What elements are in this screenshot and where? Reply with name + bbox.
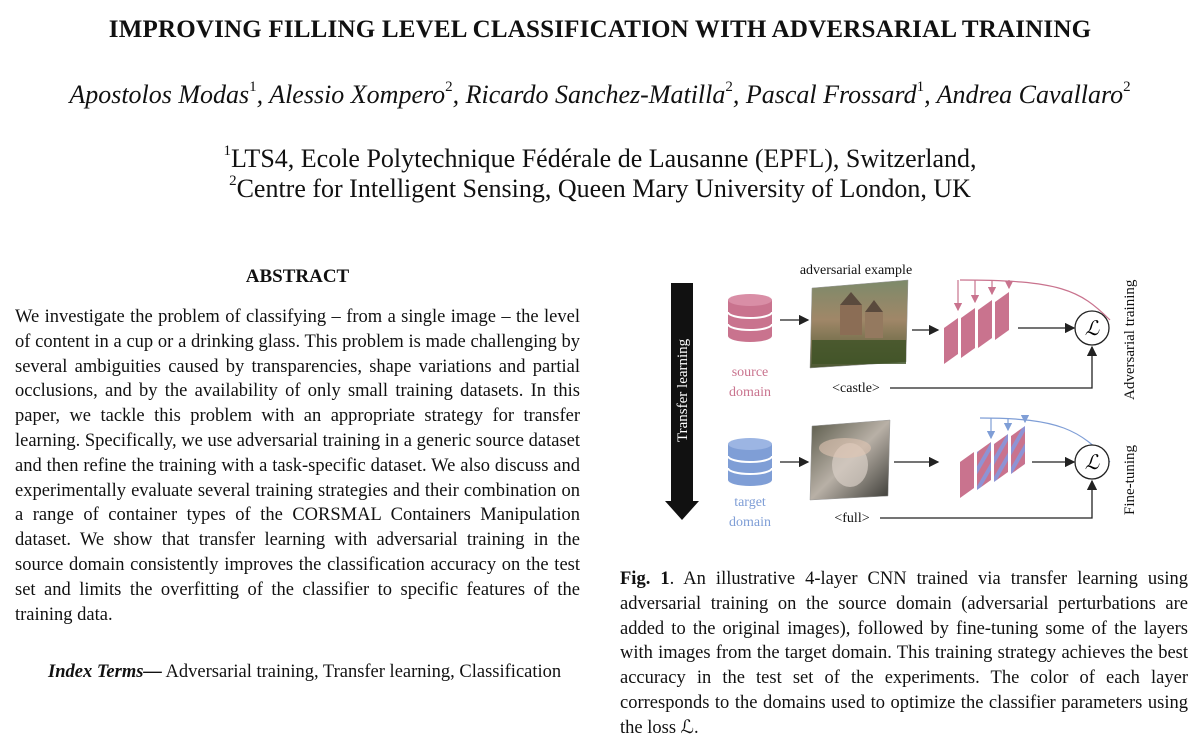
abstract-heading: ABSTRACT	[245, 266, 350, 287]
paper-title: IMPROVING FILLING LEVEL CLASSIFICATION WITH ADVERSARIAL TRAINING	[108, 16, 1092, 43]
caption-text: . An illustrative 4-layer CNN trained via transfer learning using adversarial training on the source domain (adversarial perturbations are added to the original images), followed by fine-tuning some of the layers with images from the target domain. This training strategy achieves the best accuracy in the test set of the experiments. The color of each layer corresponds to the domains used to optimize the classifier parameters using the loss ℒ.	[620, 569, 1188, 738]
affiliation-1	[0, 144, 1200, 174]
affiliation-number: 1	[223, 143, 231, 160]
transfer-arrow-head	[665, 501, 699, 520]
target-label-1: target	[734, 495, 766, 510]
index-terms-label: Index Terms—	[48, 662, 162, 682]
author-name: Pascal Frossard	[745, 80, 917, 109]
author-name: Ricardo Sanchez-Matilla	[465, 80, 726, 109]
transfer-learning-label: Transfer learning	[675, 338, 691, 442]
author-name: Andrea Cavallaro	[936, 80, 1124, 109]
index-terms-text: Adversarial training, Transfer learning, Classification	[165, 662, 562, 682]
glass-image	[810, 420, 890, 500]
index-terms	[15, 660, 580, 685]
adversarial-training-label: Adversarial training	[1122, 279, 1138, 400]
author-list	[0, 80, 1200, 110]
author-separator: ,	[452, 80, 466, 109]
figure-diagram	[640, 250, 1180, 540]
author-affiliation: 1	[249, 79, 257, 96]
author-separator: ,	[732, 80, 746, 109]
adversarial-example-label: adversarial example	[799, 263, 913, 278]
target-network-layers	[960, 426, 1025, 498]
author-affiliation: 2	[725, 79, 733, 96]
affiliation-text: LTS4, Ecole Polytechnique Fédérale de Lausanne (EPFL), Switzerland,	[230, 144, 977, 173]
castle-label: <castle>	[832, 381, 880, 396]
abstract-body: We investigate the problem of classifying – from a single image – the level of content in a cup or a drinking glass. This problem is made challenging by several ambiguities caused by transparencies, shape variations and partial occlusions, and by the availability of only small training datasets. In this paper, we tackle this problem with an appropriate strategy for transfer learning. Specifically, we use adversarial training in a generic source dataset and then refine the training with a task-specific dataset. We also discuss and experimentally evaluate several training strategies and their combination on a range of container types of the CORSMAL Containers Manipulation dataset. We show that transfer learning with adversarial training in the source domain consistently improves the classification accuracy on the test set and limits the overfitting of the classifier to specific features of the training data.	[15, 307, 580, 625]
author-affiliation: 2	[445, 79, 453, 96]
author-affiliation: 1	[916, 79, 925, 96]
author-affiliation: 2	[1123, 79, 1131, 96]
author-separator: ,	[256, 80, 270, 109]
author-name: Apostolos Modas	[69, 80, 250, 109]
source-label-2: domain	[729, 385, 771, 400]
source-label-1: source	[731, 365, 769, 380]
full-label: <full>	[834, 511, 870, 526]
loss-symbol: ℒ	[1084, 452, 1100, 474]
target-database-icon	[728, 438, 772, 486]
affiliation-2	[0, 174, 1200, 204]
figure-caption	[620, 567, 1188, 741]
affiliation-text: Centre for Intelligent Sensing, Queen Mary University of London, UK	[236, 174, 971, 203]
caption-label: Fig. 1	[620, 569, 670, 589]
figure-1	[640, 250, 1180, 540]
source-database-icon	[728, 294, 772, 342]
author-separator: ,	[924, 80, 937, 109]
loss-symbol: ℒ	[1084, 318, 1100, 340]
target-label-2: domain	[729, 515, 771, 530]
fine-tuning-label: Fine-tuning	[1122, 445, 1138, 515]
author-name: Alessio Xompero	[269, 80, 446, 109]
castle-image	[810, 280, 908, 368]
source-network-layers	[944, 292, 1009, 364]
affiliation-number: 2	[229, 173, 237, 190]
